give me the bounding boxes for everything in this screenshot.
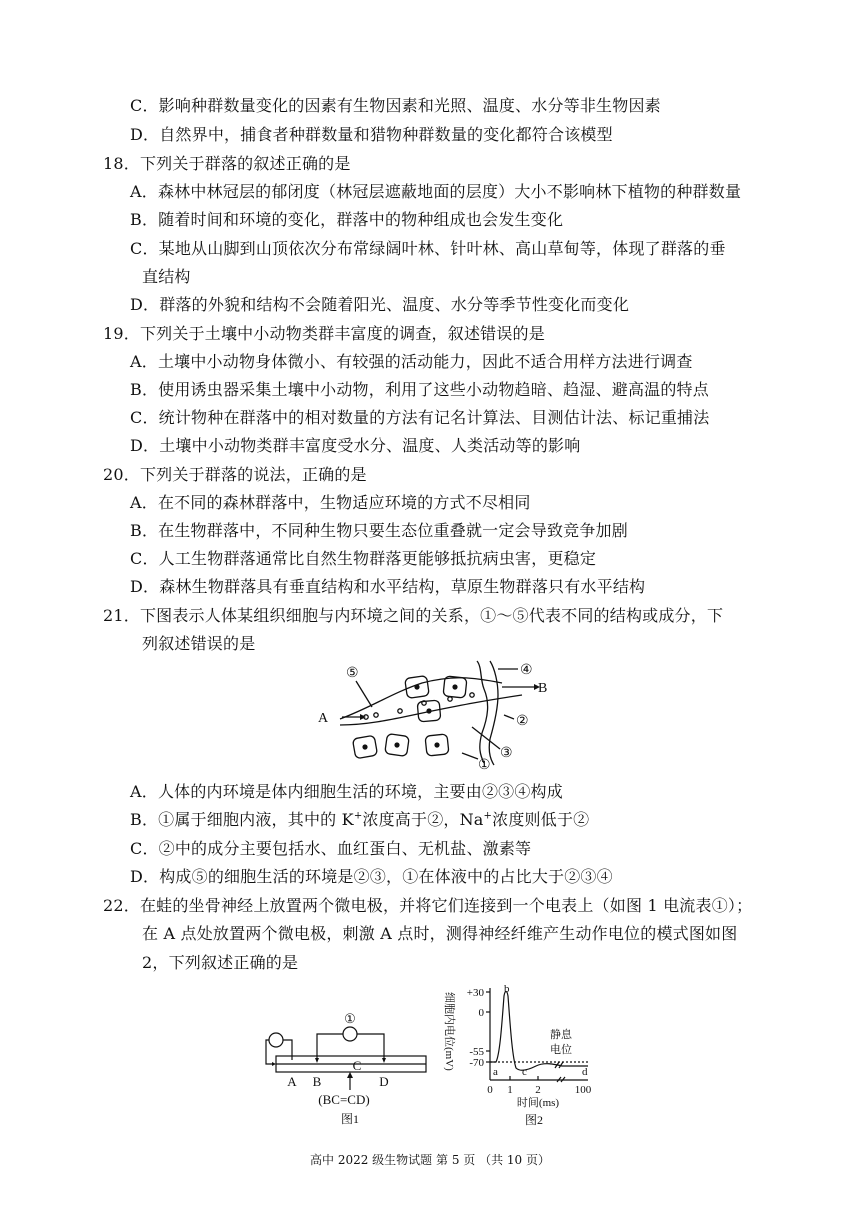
question-stem: 22．在蛙的坐骨神经上放置两个微电极，并将它们连接到一个电表上（如图 1 电流表①）；	[103, 896, 753, 915]
resting-label-line2: 电位	[550, 1044, 572, 1056]
resting-label-line1: 静息	[550, 1029, 572, 1041]
ytick-2: 0	[478, 1007, 484, 1019]
figure-2-action-potential-chart	[438, 982, 603, 1128]
label-B: B	[538, 681, 548, 696]
xtick-1: 0	[487, 1084, 493, 1096]
question-line: C．人工生物群落通常比自然生物群落更能够抵抗病虫害，更稳定	[130, 549, 597, 568]
label-1: ①	[478, 758, 491, 773]
question-line: D．森林生物群落具有垂直结构和水平结构，草原生物群落只有水平结构	[130, 577, 646, 596]
question-line: 在 A 点处放置两个微电极，刺激 A 点时，测得神经纤维产生动作电位的模式图如图	[142, 924, 738, 943]
point-B: B	[312, 1074, 322, 1089]
question-line: C．影响种群数量变化的因素有生物因素和光照、温度、水分等非生物因素	[130, 96, 661, 115]
point-D: D	[379, 1074, 389, 1089]
xtick-3: 2	[535, 1084, 541, 1096]
point-label-a: a	[493, 1066, 498, 1078]
ytick-4: -70	[469, 1057, 484, 1069]
question-line: D．自然界中，捕食者种群数量和猎物种群数量的变化都符合该模型	[130, 125, 613, 144]
question-line: 直结构	[142, 267, 191, 286]
q21-option-b: B．①属于细胞内液，其中的 K+浓度高于②，Na+浓度则低于②	[130, 810, 590, 829]
ylabel: 细胞内电位(mV)	[443, 992, 455, 1071]
label-4: ④	[520, 663, 533, 678]
label-2: ②	[516, 714, 529, 729]
question-line: D．群落的外貌和结构不会随着阳光、温度、水分等季节性变化而变化	[130, 295, 630, 314]
point-label-d: d	[582, 1066, 588, 1078]
label-5: ⑤	[346, 666, 359, 681]
figure-1-nerve-diagram	[262, 1012, 432, 1128]
meter-label: ①	[344, 1012, 356, 1026]
question-line: A．土壤中小动物身体微小、有较强的活动能力，因此不适合用样方法进行调查	[130, 352, 693, 371]
question-line: A．在不同的森林群落中，生物适应环境的方式不尽相同	[130, 493, 531, 512]
question-stem: 20．下列关于群落的说法，正确的是	[103, 465, 367, 484]
question-stem: 18．下列关于群落的叙述正确的是	[103, 154, 351, 173]
ytick-1: +30	[466, 987, 484, 999]
question-line: B．在生物群落中，不同种生物只要生态位重叠就一定会导致竞争加剧	[130, 521, 628, 540]
ytick-3: -55	[469, 1046, 484, 1058]
question-line: C．②中的成分主要包括水、血红蛋白、无机盐、激素等	[130, 839, 532, 858]
question-line: A．人体的内环境是体内细胞生活的环境，主要由②③④构成	[130, 782, 563, 801]
bc-cd-note: (BC=CD)	[318, 1092, 370, 1107]
question-line: D．土壤中小动物类群丰富度受水分、温度、人类活动等的影响	[130, 436, 581, 455]
question-line: A．森林中林冠层的郁闭度（林冠层遮蔽地面的层度）大小不影响林下植物的种群数量	[130, 182, 742, 201]
point-C: C	[352, 1058, 362, 1073]
tissue-diagram	[312, 655, 552, 777]
question-line: B．使用诱虫器采集土壤中小动物，利用了这些小动物趋暗、趋湿、避高温的特点	[130, 380, 709, 399]
point-A: A	[287, 1074, 297, 1089]
point-label-c: c	[522, 1066, 527, 1078]
question-stem: 21．下图表示人体某组织细胞与内环境之间的关系，①～⑤代表不同的结构或成分，下	[103, 606, 724, 625]
figure-2-caption: 图2	[524, 1113, 544, 1127]
xtick-4: 100	[574, 1084, 592, 1096]
question-line: D．构成⑤的细胞生活的环境是②③，①在体液中的占比大于②③④	[130, 867, 613, 886]
page-footer: 高中 2022 级生物试题 第 5 页 （共 10 页）	[310, 1153, 550, 1167]
label-A: A	[318, 711, 329, 726]
question-stem: 19．下列关于土壤中小动物类群丰富度的调查，叙述错误的是	[103, 324, 545, 343]
question-line: C．统计物种在群落中的相对数量的方法有记名计算法、目测估计法、标记重捕法	[130, 408, 710, 427]
label-3: ③	[500, 746, 513, 761]
question-line: C．某地从山脚到山顶依次分布常绿阔叶林、针叶林、高山草甸等，体现了群落的垂	[130, 239, 726, 258]
question-line: B．随着时间和环境的变化，群落中的物种组成也会发生变化	[130, 210, 564, 229]
xlabel: 时间(ms)	[516, 1097, 560, 1109]
point-label-b: b	[504, 983, 510, 995]
xtick-2: 1	[507, 1084, 513, 1096]
figure-1-caption: 图1	[340, 1112, 360, 1126]
question-line: 2，下列叙述正确的是	[142, 953, 299, 972]
question-line: 列叙述错误的是	[142, 634, 256, 653]
